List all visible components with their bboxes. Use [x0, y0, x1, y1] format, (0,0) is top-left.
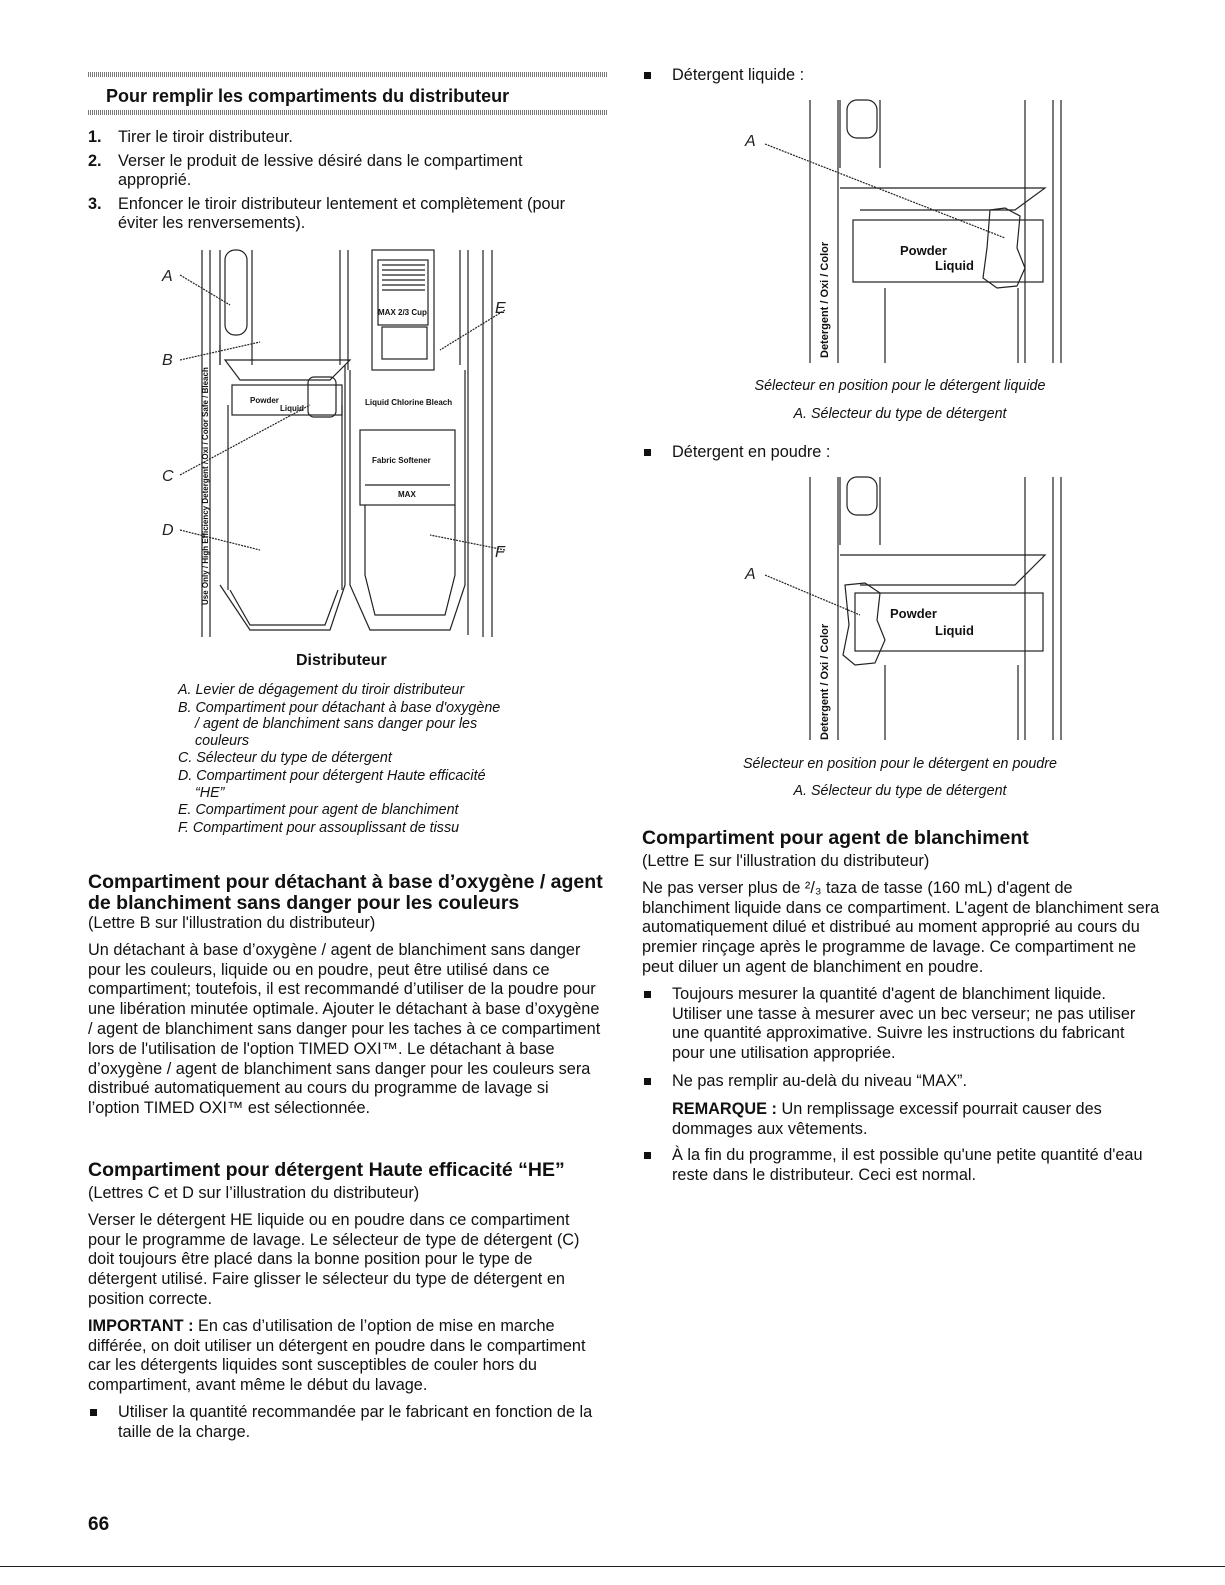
bullet-square-icon — [90, 1409, 97, 1416]
fig1-caption: Sélecteur en position pour le détergent liquide — [754, 378, 1046, 394]
selector-liquid-illustration — [735, 98, 1080, 368]
bullet-powder — [642, 443, 1142, 471]
bullet-text: Utiliser la quantité recommandée par le fabricant en fonction de la taille de la charge. — [118, 1402, 593, 1441]
fig2-callout-a: A — [745, 566, 756, 583]
section-bleach-note — [642, 1100, 1160, 1140]
section-oxi-body — [88, 914, 603, 1126]
legend-item: C. Sélecteur du type de détergent — [178, 750, 392, 767]
step-number: 1. — [88, 128, 102, 146]
section-title-fill: Pour remplir les compartiments du distributeur — [106, 86, 510, 106]
fig2-strip-label: Detergent / Oxi / Color — [819, 623, 831, 740]
step-number: 3. — [88, 194, 102, 213]
callout-b: B — [162, 352, 173, 369]
bullet-item — [642, 443, 1142, 463]
fig1-caption-legend: A. Sélecteur du type de détergent — [793, 406, 1007, 422]
step-item — [88, 152, 593, 191]
section-he-body — [88, 1184, 603, 1451]
section-bleach-body — [642, 852, 1160, 1194]
dispenser-strip-label: Use Only / High Efficiency Detergent / Oxi / Color Safe / Bleach — [201, 367, 210, 605]
bullet-square-icon — [644, 991, 651, 998]
section-oxi-paragraph: Un détachant à base d’oxygène / agent de blanchiment sans danger pour les couleurs, liquide ou en poudre, peut être utilisé dans ce compartiment; toutefois, il est recommandé d’utiliser de la poudre pour une libération minutée optimale. Ajouter le détachant à base d’oxygène / agent de blanchiment sans danger pour les taches à ce compartiment lors de l'utilisation de l'option TIMED OXI™. Le détachant à base d’oxygène / agent de blanchiment sans danger pour les couleurs sera distribué automatiquement au cours du programme de lavage si l’option TIMED OXI™ est sélectionnée. — [88, 940, 601, 1118]
note-label: REMARQUE : — [672, 1099, 777, 1118]
important-text: En cas d’utilisation de l’option de mise en marche différée, on doit utiliser un détergent en poudre dans le compartiment car les détergents liquides sont susceptibles de couler hors du compartiment, avant même le début du lavage. — [88, 1316, 586, 1395]
callout-a: A — [162, 268, 173, 285]
fig2-liquid-label: Liquid — [935, 623, 974, 638]
section-he-paragraph: Verser le détergent HE liquide ou en poudre dans ce compartiment pour le programme de lavage. Le sélecteur de type de détergent (C) doit toujours être placé dans la bonne position pour le type de détergent utilisé. Faire glisser le sélecteur du type de détergent en position correcte. — [88, 1210, 580, 1308]
section-he-sub: (Lettres C et D sur l’illustration du distributeur) — [88, 1184, 420, 1202]
legend-item: A. Levier de dégagement du tiroir distributeur — [178, 682, 465, 698]
legend-item: D. Compartiment pour détergent Haute efficacité “HE” — [178, 767, 486, 801]
fig1-callout-a: A — [745, 133, 756, 150]
bullet-square-icon — [644, 1152, 651, 1159]
callout-c: C — [162, 468, 174, 485]
section-heading-he: Compartiment pour détergent Haute efficacité “HE” — [88, 1159, 565, 1181]
bullet-item — [642, 985, 1160, 1064]
callout-e: E — [495, 300, 506, 317]
page-number: 66 — [88, 1514, 110, 1535]
section-heading-oxi: Compartiment pour détachant à base d’oxygène / agent de blanchiment sans danger pour les couleurs — [88, 871, 603, 914]
bullet-square-icon — [644, 72, 651, 79]
page-bottom-rule — [0, 1566, 1225, 1567]
fig2-caption-legend: A. Sélecteur du type de détergent — [793, 783, 1007, 799]
step-item — [88, 128, 593, 148]
fig1-strip-label: Detergent / Oxi / Color — [819, 241, 831, 358]
bullet-text: Détergent liquide : — [672, 66, 805, 84]
selector-powder-illustration — [735, 475, 1080, 745]
fill-steps — [88, 128, 593, 238]
bullet-text: Détergent en poudre : — [672, 443, 831, 461]
fig1-liquid-label: Liquid — [935, 258, 974, 273]
fig2-powder-label: Powder — [890, 606, 937, 621]
bullet-square-icon — [644, 449, 651, 456]
bullet-item — [642, 1146, 1160, 1186]
section-oxi-sub: (Lettre B sur l'illustration du distributeur) — [88, 914, 376, 932]
legend-item: B. Compartiment pour détachant à base d'oxygène / agent de blanchiment sans danger pour les couleurs — [178, 699, 501, 749]
legend-item: E. Compartiment pour agent de blanchiment — [178, 802, 459, 819]
callout-d: D — [162, 522, 174, 539]
bullet-text: À la fin du programme, il est possible qu'une petite quantité d'eau reste dans le distributeur. Ceci est normal. — [672, 1146, 1143, 1185]
liquid-label: Liquid — [280, 404, 304, 413]
callout-f: F — [495, 544, 505, 561]
fig1-powder-label: Powder — [900, 243, 947, 258]
fig2-caption: Sélecteur en position pour le détergent en poudre — [743, 756, 1057, 772]
liquid-chlorine-label: Liquid Chlorine Bleach — [365, 398, 453, 407]
step-number: 2. — [88, 151, 102, 170]
note-text: Un remplissage excessif pourrait causer des dommages aux vêtements. — [672, 1099, 1102, 1138]
max-cup-label: MAX 2/3 Cup — [378, 308, 427, 317]
legend-item: F. Compartiment pour assouplissant de tissu — [178, 819, 460, 836]
bullet-liquid — [642, 66, 1142, 94]
bullet-item — [642, 1072, 1160, 1092]
section-bleach-sub: (Lettre E sur l'illustration du distributeur) — [642, 852, 930, 870]
bullet-text: Toujours mesurer la quantité d'agent de blanchiment liquide. Utiliser une tasse à mesurer avec un bec verseur; ne pas utiliser une quantité approximative. Suivre les instructions du fabricant pour une utilisation appropriée. — [672, 984, 1136, 1063]
step-text: Verser le produit de lessive désiré dans le compartiment approprié. — [118, 151, 523, 190]
figure-caption: Distributeur — [296, 652, 387, 669]
bullet-item — [88, 1403, 603, 1443]
step-text: Tirer le tiroir distributeur. — [118, 128, 293, 146]
section-he-important — [88, 1317, 603, 1396]
section-bleach-paragraph: Ne pas verser plus de ²/₃ taza de tasse (160 mL) d'agent de blanchiment liquide dans ce compartiment. L'agent de blanchiment sera automatiquement dilué et distribué au moment approprié au cours du premier rinçage après le programme de lavage. Ce compartiment ne peut diluer un agent de blanchiment en poudre. — [642, 878, 1160, 976]
step-text: Enfoncer le tiroir distributeur lentement et complètement (pour éviter les renversements). — [118, 194, 566, 233]
bullet-square-icon — [644, 1078, 651, 1085]
important-label: IMPORTANT : — [88, 1316, 194, 1335]
figure-legend — [178, 682, 508, 837]
fabric-softener-label: Fabric Softener — [372, 456, 431, 465]
step-item — [88, 195, 593, 234]
max-label: MAX — [398, 490, 416, 499]
powder-label: Powder — [250, 396, 279, 405]
dispenser-illustration — [150, 245, 510, 640]
bullet-text: Ne pas remplir au-delà du niveau “MAX”. — [672, 1071, 968, 1090]
header-rule-bottom — [88, 110, 608, 115]
section-heading-bleach: Compartiment pour agent de blanchiment — [642, 827, 1029, 849]
bullet-item — [642, 66, 1142, 86]
header-rule-top — [88, 72, 608, 77]
